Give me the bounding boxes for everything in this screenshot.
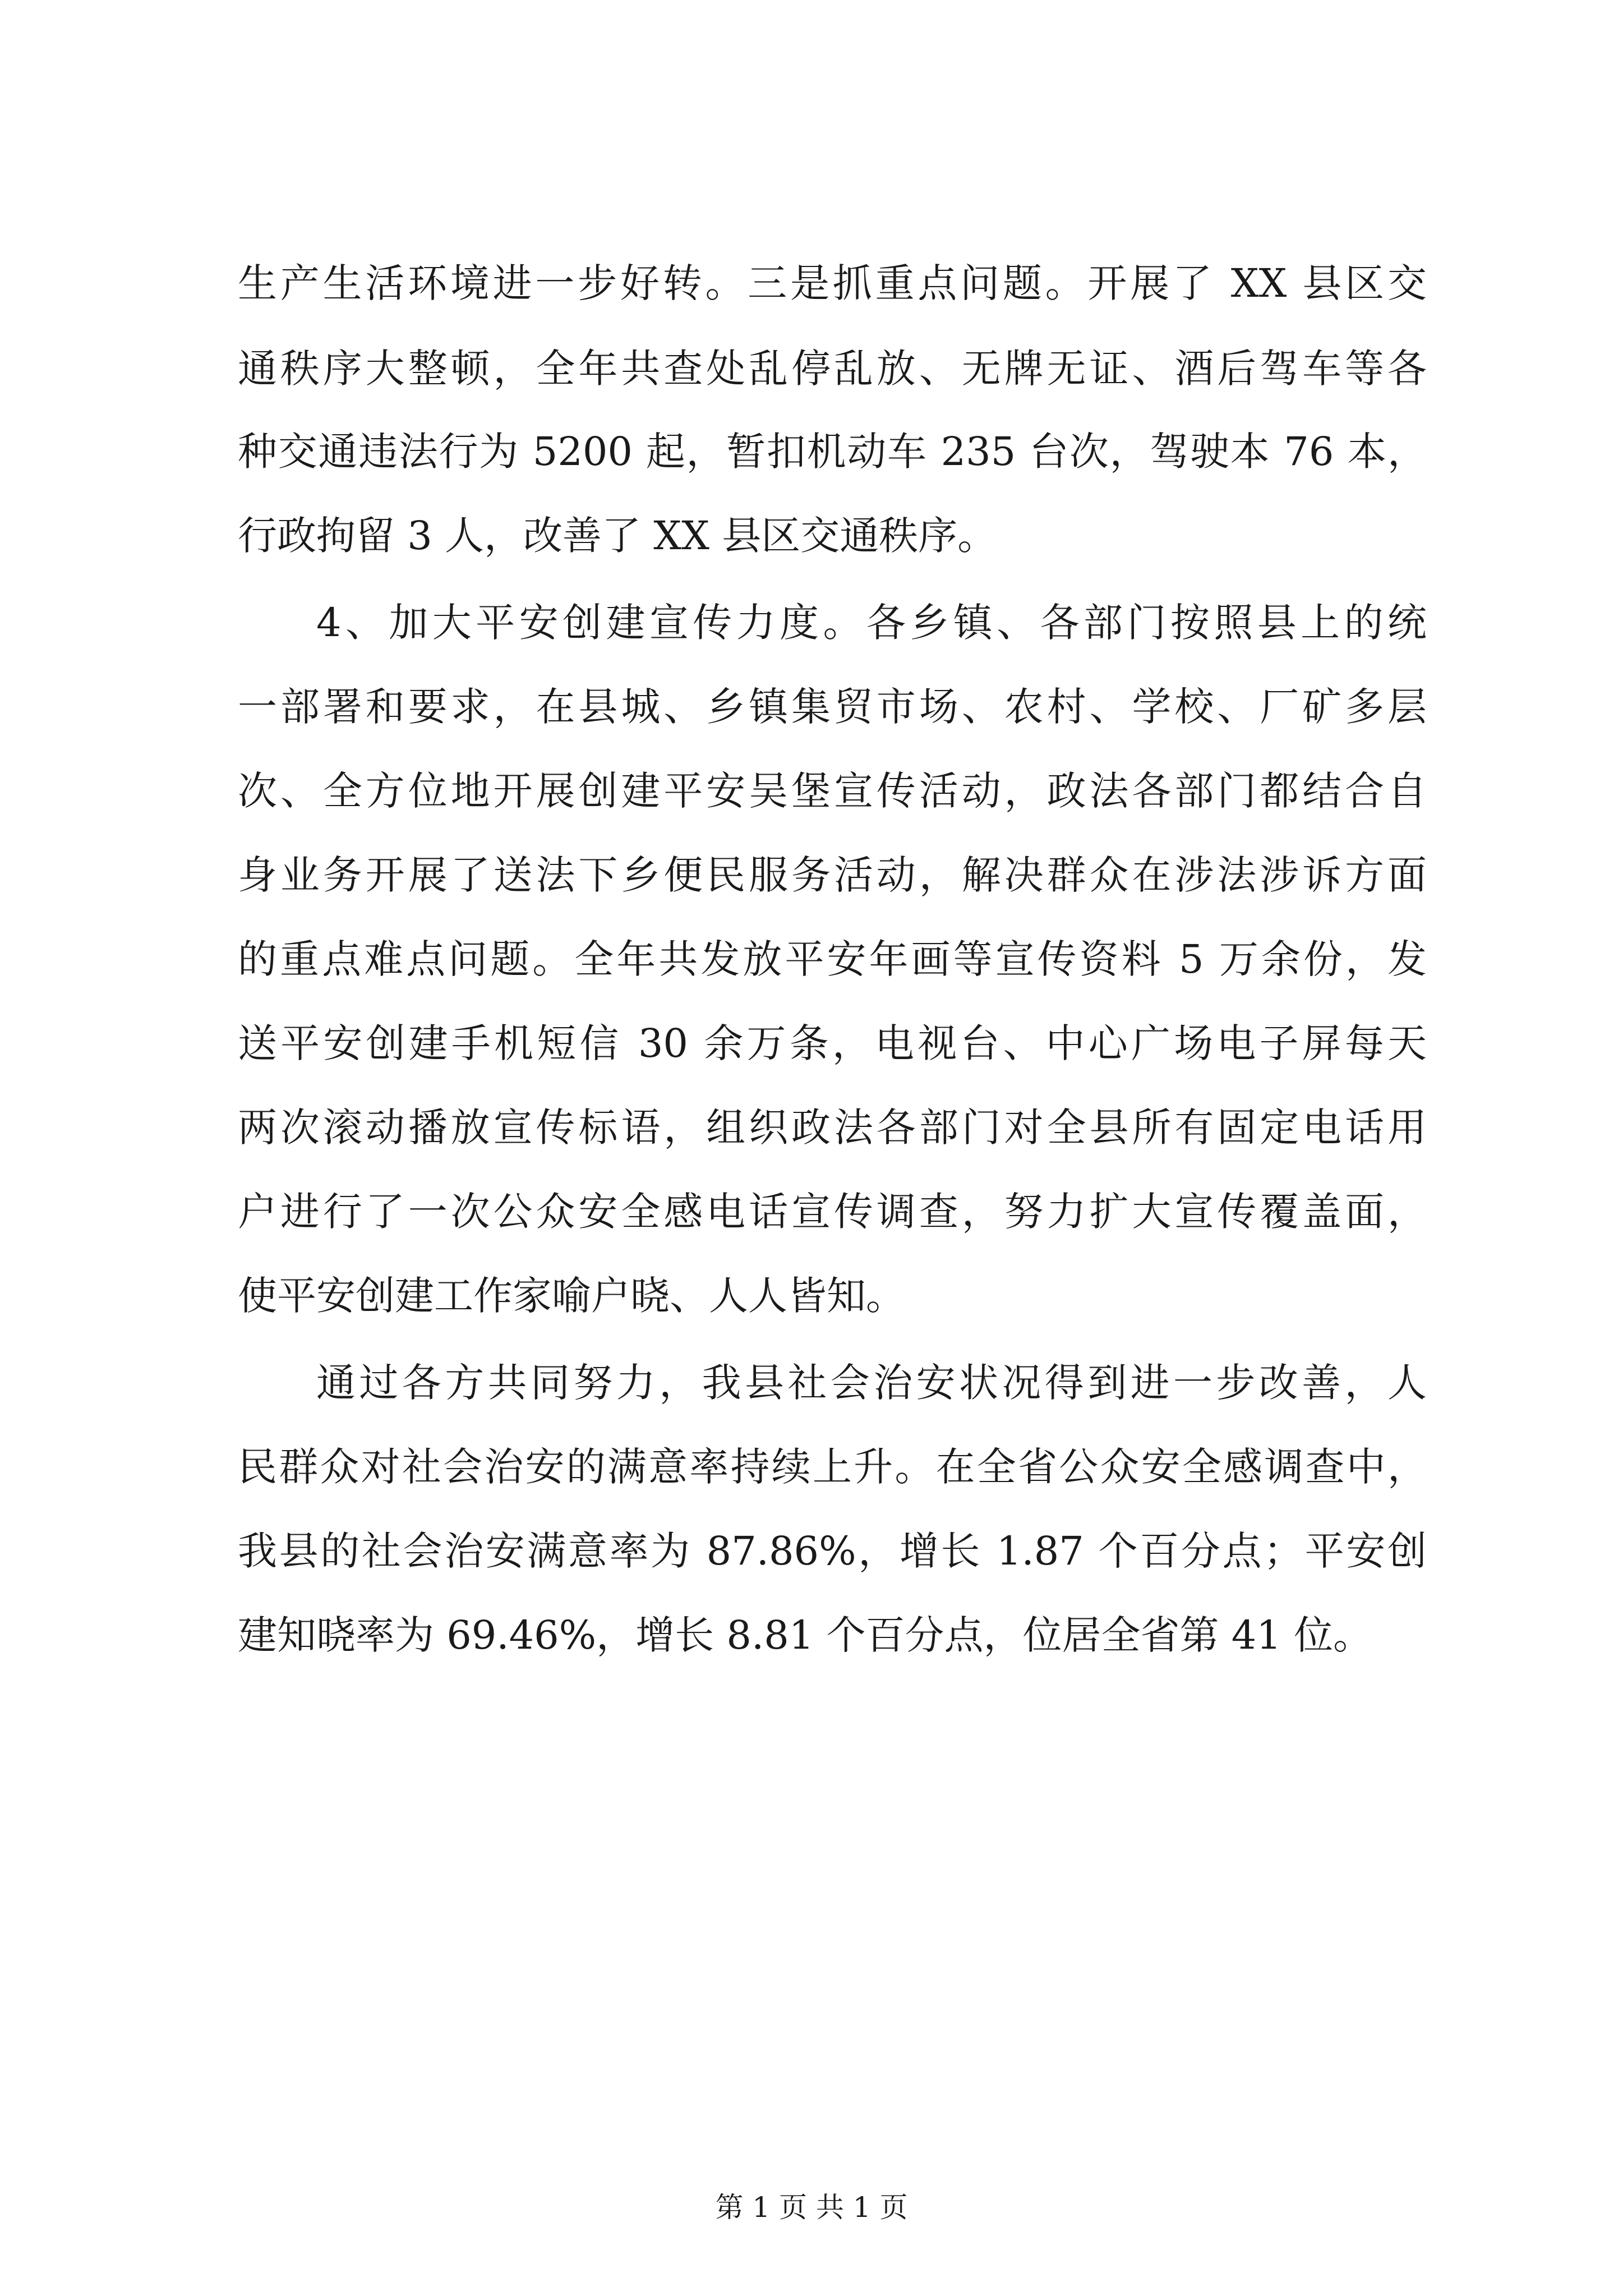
- text-line: 建知晓率为 69.46%，增长 8.81 个百分点，位居全省第 41 位。: [238, 1612, 1373, 1658]
- text-line: 种交通违法行为 5200 起，暂扣机动车 235 台次，驾驶本 76 本，: [238, 429, 1427, 475]
- text-line: 两次滚动播放宣传标语，组织政法各部门对全县所有固定电话用: [238, 1105, 1427, 1151]
- text-line: 生产生活环境进一步好转。三是抓重点问题。开展了 XX 县区交: [238, 260, 1427, 306]
- text-line: 通秩序大整顿，全年共查处乱停乱放、无牌无证、酒后驾车等各: [238, 346, 1427, 392]
- text-line: 一部署和要求，在县城、乡镇集贸市场、农村、学校、厂矿多层: [238, 684, 1427, 730]
- text-line: 送平安创建手机短信 30 余万条，电视台、中心广场电子屏每天: [238, 1020, 1427, 1066]
- page-number-footer: 第 1 页 共 1 页: [715, 2191, 908, 2224]
- paragraph-start-line: 4、加大平安创建宣传力度。各乡镇、各部门按照县上的统: [316, 600, 1427, 646]
- text-line: 我县的社会治安满意率为 87.86%，增长 1.87 个百分点；平安创: [238, 1528, 1427, 1574]
- text-line: 身业务开展了送法下乡便民服务活动，解决群众在涉法涉诉方面: [238, 852, 1427, 898]
- paragraph-start-line: 通过各方共同努力，我县社会治安状况得到进一步改善，人: [316, 1360, 1427, 1406]
- text-line: 户进行了一次公众安全感电话宣传调查，努力扩大宣传覆盖面，: [238, 1189, 1427, 1235]
- text-line: 使平安创建工作家喻户晓、人人皆知。: [238, 1273, 905, 1319]
- text-line: 次、全方位地开展创建平安吴堡宣传活动，政法各部门都结合自: [238, 768, 1427, 814]
- text-line: 的重点难点问题。全年共发放平安年画等宣传资料 5 万余份，发: [238, 936, 1427, 982]
- text-line: 民群众对社会治安的满意率持续上升。在全省公众安全感调查中，: [238, 1444, 1427, 1490]
- text-line: 行政拘留 3 人，改善了 XX 县区交通秩序。: [238, 513, 997, 559]
